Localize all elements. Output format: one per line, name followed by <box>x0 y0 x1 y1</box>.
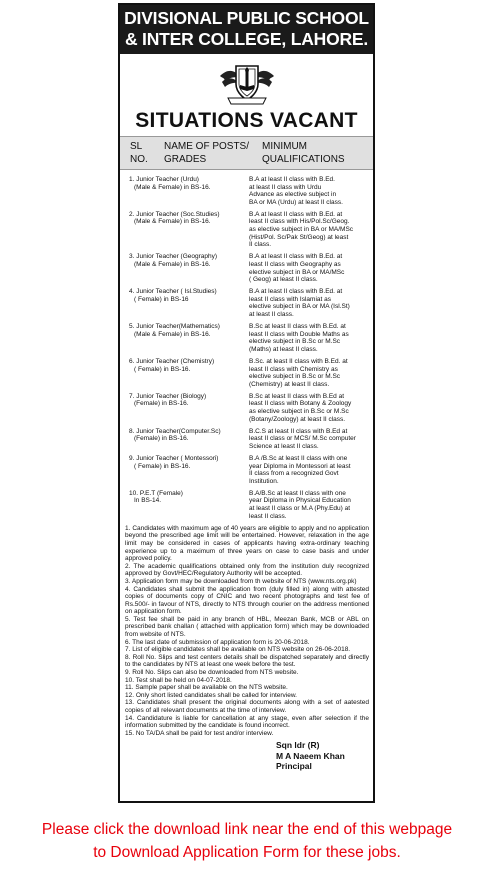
posts-header-line-2: GRADES <box>164 154 207 165</box>
post-name-line: In BS-14. <box>134 497 162 505</box>
qualification-line: (Maths) at least II class. <box>249 345 318 353</box>
post-name-line: ( Female) in BS-16 <box>134 295 189 303</box>
post-row <box>126 428 369 451</box>
note-item: 15. No TA/DA shall be paid for test and/or interview. <box>125 729 274 737</box>
post-qualification <box>249 176 369 206</box>
post-name <box>126 358 249 388</box>
qualification-line: elective subject in B.Sc or M.Sc <box>249 338 341 346</box>
qualification-line: B.A at least II class with B.Ed. <box>249 176 335 183</box>
post-name-line: 9. Junior Teacher ( Montessori) <box>129 455 219 462</box>
post-name-line: 6. Junior Teacher (Chemistry) <box>129 357 215 365</box>
qualification-line: B.Sc. at least II class with B.Ed. at <box>249 357 348 365</box>
qualification-line: B.A at least II class with B.Ed. at <box>249 253 343 261</box>
post-qualification <box>249 211 369 249</box>
logo-area <box>120 54 373 108</box>
post-name <box>126 323 249 353</box>
post-qualification <box>249 253 369 283</box>
post-qualification <box>249 393 369 423</box>
post-name-line: 1. Junior Teacher (Urdu) <box>129 176 199 183</box>
qualification-line: (Botany/Zoology) at least II class. <box>249 415 346 423</box>
table-header <box>120 136 373 170</box>
post-name-line: (Male & Female) in BS-16. <box>134 330 211 338</box>
post-row <box>126 288 369 318</box>
terms-and-conditions <box>120 525 373 738</box>
signatory-name: M A Naeem Khan <box>276 750 345 761</box>
qualification-line: least II class with Geography as <box>249 260 341 268</box>
post-name-line: (Female) in BS-16. <box>134 400 189 408</box>
note-item: 9. Roll No. Slips can also be downloaded from NTS website. <box>125 669 299 677</box>
qualification-line: B.Sc at least II class with B.Ed. at <box>249 323 346 331</box>
qualification-line: (Hist/Pol. Sc/Pak St/Geog) at least <box>249 233 349 241</box>
post-name <box>126 490 249 520</box>
qualification-line: B.A at least II class with B.Ed. at <box>249 288 343 296</box>
download-notice-line-1: Please click the download link near the end of this webpage <box>41 821 453 838</box>
qualification-line: BA or MA (Urdu) at least II class. <box>249 198 343 206</box>
qualification-line: least II class. <box>249 512 287 520</box>
note-item: 11. Sample paper shall be available on the NTS website. <box>125 684 288 692</box>
note-item: 2. The academic qualifications obtained only from the institution duly recognized approved by Govt/HEC/Regulatory Authority will be accepted. <box>125 562 369 578</box>
note-item: 3. Application form may be downloaded from th website of NTS (www.nts.org.pk) <box>125 577 357 585</box>
qualification-line: at least II class with Urdu <box>249 183 322 191</box>
signature-block <box>120 740 373 772</box>
qualification-line: (Chemistry) at least II class. <box>249 380 330 388</box>
qualification-line: II class. <box>249 241 272 249</box>
post-name <box>126 211 249 249</box>
qualification-line: least II class with Chemistry as <box>249 365 338 373</box>
note-item: 12. Only short listed candidates shall be called for interview. <box>125 691 297 699</box>
qualification-line: least II class or MCS/ M.Sc computer <box>249 435 356 443</box>
sl-header-line-2: NO. <box>130 154 148 165</box>
post-name <box>126 455 249 485</box>
qualification-line: B.A at least II class with B.Ed. at <box>249 210 343 218</box>
qualification-line: as elective subject in BA or MA/MSc <box>249 226 354 234</box>
note-item: 14. Candidature is liable for cancellation at any stage, even after selection if the information submitted by the candidate is found incorrect. <box>125 714 369 730</box>
signatory-title: Principal <box>276 761 312 772</box>
post-name-line: 7. Junior Teacher (Biology) <box>129 392 207 400</box>
qualification-line: Institution. <box>249 477 279 485</box>
situations-vacant-heading: SITUATIONS VACANT <box>135 109 358 132</box>
qualification-line: elective subject in BA or MA (Isl.St) <box>249 303 350 311</box>
qualification-line: least II class with Botany & Zoology <box>249 400 352 408</box>
post-name-line: 8. Junior Teacher(Computer.Sc) <box>129 427 221 435</box>
post-qualification <box>249 323 369 353</box>
post-row <box>126 323 369 353</box>
post-name <box>126 428 249 451</box>
post-qualification <box>249 358 369 388</box>
post-name-line: 2. Junior Teacher (Soc.Studies) <box>129 210 220 218</box>
qualification-line: elective subject in BA or MA/MSc <box>249 268 345 276</box>
post-name-line: 4. Junior Teacher ( Isl.Studies) <box>129 288 217 296</box>
qualification-line: B.Sc at least II class with B.Ed at <box>249 392 345 400</box>
download-notice-line-2: to Download Application Form for these jobs. <box>93 844 401 861</box>
post-row <box>126 358 369 388</box>
post-row <box>126 393 369 423</box>
note-item: 6. The last date of submission of application form is 20-06-2018. <box>125 638 310 646</box>
qual-header-line-2: QUALIFICATIONS <box>262 154 345 165</box>
qualification-line: B.A/B.Sc at least II class with one <box>249 489 346 497</box>
sl-no-header <box>130 140 164 166</box>
post-name <box>126 253 249 283</box>
post-row <box>126 455 369 485</box>
post-name-line: ( Female) in BS-16. <box>134 462 191 470</box>
qualifications-header <box>262 140 369 166</box>
note-item: 1. Candidates with maximum age of 40 years are eligible to apply and no application beyond the prescribed age limit will be entertained. However, relaxation in the age limit may be considered in cases of applicants having extra-ordinary teaching experience up to a maximum of three years on case to case basis and under approved policy. <box>125 524 369 563</box>
posts-header-line-1: NAME OF POSTS/ <box>164 141 250 152</box>
qualification-line: at least II class or M.A (Phy.Edu) at <box>249 505 351 513</box>
post-name <box>126 393 249 423</box>
note-item: 13. Candidates shall present the original documents along with a set of aatested copies of all relevant documents at the time of interview. <box>125 699 369 714</box>
post-name-line: (Female) in BS-16. <box>134 435 189 443</box>
post-qualification <box>249 288 369 318</box>
qualification-line: elective subject in B.Sc or M.Sc <box>249 373 341 381</box>
post-name-line: (Male & Female) in BS-16. <box>134 183 211 191</box>
note-item: 8. Roll No. Slips and test centers details shall be dispatched separately and directly to the candidates by NTS at least one week before the test. <box>125 653 369 669</box>
note-item: 7. List of eligible candidates shall be available on NTS website on 26-06-2018. <box>125 646 351 654</box>
posts-header <box>164 140 262 166</box>
post-row <box>126 176 369 206</box>
post-name <box>126 288 249 318</box>
post-name-line: (Male & Female) in BS-16. <box>134 260 211 268</box>
note-item: 4. Candidates shall submit the application from (duly filled in) along with attested copies of documents copy of CNIC and two recent photographs and test fee of Rs.500/- in favour of NTS, directly to NTS through courier on the address mentioned on application form. <box>125 585 369 616</box>
post-row <box>126 211 369 249</box>
download-notice <box>0 818 494 864</box>
school-name-line-2: & INTER COLLEGE, LAHORE. <box>124 29 369 49</box>
qualification-line: ( Geog) at least II class. <box>249 276 318 284</box>
job-advertisement <box>118 3 375 803</box>
qualification-line: least II class with Double Maths as <box>249 330 349 338</box>
post-name-line: (Male & Female) in BS-16. <box>134 218 211 226</box>
post-qualification <box>249 455 369 485</box>
post-name-line: 3. Junior Teacher (Geography) <box>129 253 218 261</box>
post-name-line: 10. P.E.T (Female) <box>129 489 183 497</box>
post-name <box>126 176 249 206</box>
post-row <box>126 490 369 520</box>
posts-list <box>120 170 373 520</box>
school-crest-icon <box>218 58 276 106</box>
note-item: 10. Test shall be held on 04-07-2018. <box>125 676 232 684</box>
qualification-line: Science at least II class. <box>249 442 319 450</box>
qualification-line: year Diploma in Montessori at least <box>249 462 351 470</box>
qualification-line: least II class with Islamiat as <box>249 295 331 303</box>
signatory-rank: Sqn ldr (R) <box>276 740 320 751</box>
post-name-line: ( Female) in BS-16. <box>134 365 191 373</box>
school-name-banner <box>120 5 373 54</box>
post-name-line: 5. Junior Teacher(Mathematics) <box>129 323 220 331</box>
post-row <box>126 253 369 283</box>
note-item: 5. Test fee shall be paid in any branch of HBL, Meezan Bank, MCB or ABL on prescribed bank challan ( attached with application form) which may be downloaded from website of NTS. <box>125 615 369 639</box>
post-qualification <box>249 428 369 451</box>
qualification-line: least II class with His/Pol.Sc/Geog. <box>249 218 350 226</box>
sl-header-line-1: SL <box>130 141 143 152</box>
school-name-line-1: DIVISIONAL PUBLIC SCHOOL <box>124 8 369 28</box>
qualification-line: B.C.S at least II class with B.Ed at <box>249 427 348 435</box>
qualification-line: B.A /B.Sc at least II class with one <box>249 455 348 462</box>
qualification-line: at least II class. <box>249 311 294 318</box>
post-qualification <box>249 490 369 520</box>
qualification-line: year Diploma in Physical Education <box>249 497 351 505</box>
qual-header-line-1: MINIMUM <box>262 141 307 152</box>
qualification-line: Advance as elective subject in <box>249 191 337 199</box>
qualification-line: as elective subject in B.Sc or M.Sc <box>249 408 349 416</box>
qualification-line: II class from a recognized Govt <box>249 470 339 478</box>
